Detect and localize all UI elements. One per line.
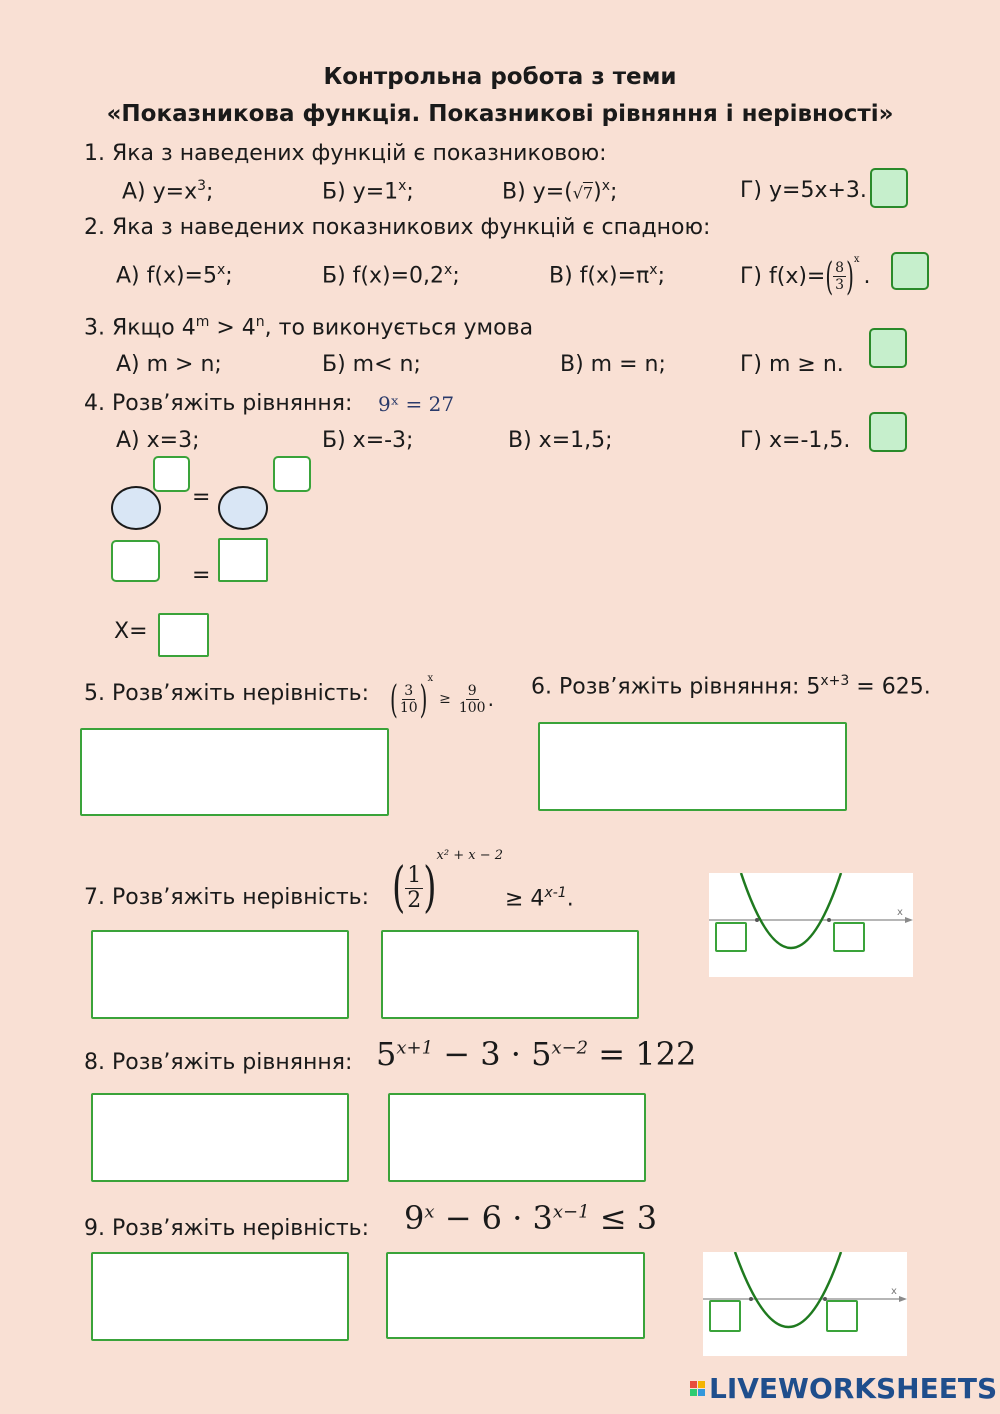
q4-equals-1: =: [192, 485, 211, 510]
q7-question: 7. Розв’яжіть нерівність:: [84, 885, 370, 910]
title-line-2: «Показникова функція. Показникові рівняння і нерівності»: [106, 101, 894, 127]
q9-inequality: $9^x - 6 \cdot 3^{x-1} \le 3$: [404, 1199, 658, 1237]
q9-answer-input-1[interactable]: [91, 1252, 349, 1341]
q2-option-c: В) $f(x)=\pi^x$;: [549, 262, 665, 289]
q9-answer-input-2[interactable]: [386, 1252, 645, 1339]
q7-rhs: ≥ $4^{x-1}$.: [505, 885, 574, 912]
q9-root-left-input[interactable]: [709, 1300, 741, 1332]
q7-root-right-input[interactable]: [833, 922, 865, 952]
q2-option-d: Г) f(x)= ( $\frac{8}{3}$ ) $^x$ .: [740, 253, 871, 299]
q4-option-a: А) x=3;: [116, 428, 200, 453]
q3-answer-box[interactable]: [869, 328, 907, 368]
q3-option-b: Б) m< n;: [322, 352, 421, 377]
q7-answer-input-2[interactable]: [381, 930, 639, 1019]
q4-x-label: X=: [114, 619, 148, 644]
q1-option-b: Б) $y=1^x$;: [322, 178, 414, 205]
q1-question: 1. Яка з наведених функцій є показниковою:: [84, 141, 607, 166]
q3-question: 3. Якщо $4^m > 4^n$, то виконується умова: [84, 314, 534, 341]
q7-root-left-input[interactable]: [715, 922, 747, 952]
q1-option-c: В) $y=(√7)^x$;: [502, 178, 618, 205]
q2-answer-box[interactable]: [891, 252, 929, 290]
q4-base-left: [111, 486, 161, 530]
q3-option-d: Г) m ≥ n.: [740, 352, 844, 377]
q4-exponent-right-input[interactable]: [273, 456, 311, 492]
q3-option-c: В) m = n;: [560, 352, 666, 377]
q4-option-d: Г) x=-1,5.: [740, 428, 851, 453]
logo-text: LIVEWORKSHEETS: [709, 1372, 998, 1405]
q3-option-a: А) m > n;: [116, 352, 222, 377]
q7-answer-input-1[interactable]: [91, 930, 349, 1019]
logo-icon: [690, 1381, 705, 1396]
q5-question: 5. Розв’яжіть нерівність:: [84, 681, 370, 706]
q9-question: 9. Розв’яжіть нерівність:: [84, 1216, 370, 1241]
svg-text:x: x: [897, 907, 903, 918]
q1-answer-box[interactable]: [870, 168, 908, 208]
q5-answer-input[interactable]: [80, 728, 389, 816]
q8-answer-input-2[interactable]: [388, 1093, 646, 1182]
q4-base-right: [218, 486, 268, 530]
q4-equals-2: =: [192, 563, 211, 588]
q4-exponent-left-input[interactable]: [153, 456, 190, 492]
q7-lhs: ( $\frac{1}{2}$ ) $^{x^2 + x - 2}$: [392, 848, 503, 920]
q9-root-right-input[interactable]: [826, 1300, 858, 1332]
q4-option-c: В) x=1,5;: [508, 428, 613, 453]
q4-x-input[interactable]: [158, 613, 209, 657]
q4-option-b: Б) x=-3;: [322, 428, 414, 453]
q2-option-b: Б) $f(x)=0,2^x$;: [322, 262, 460, 289]
q2-option-a: А) $f(x)=5^x$;: [116, 262, 233, 289]
svg-text:x: x: [891, 1286, 897, 1297]
q1-option-a: А) $y=x^3$;: [122, 178, 214, 205]
liveworksheets-logo: [690, 1372, 997, 1405]
q8-question: 8. Розв’яжіть рівняння:: [84, 1050, 353, 1075]
q8-equation: $5^{x+1} - 3 \cdot 5^{x-2} = 122$: [376, 1035, 697, 1073]
q4-answer-box[interactable]: [869, 412, 907, 452]
q6-answer-input[interactable]: [538, 722, 847, 811]
q8-answer-input-1[interactable]: [91, 1093, 349, 1182]
q4-question: 4. Розв’яжіть рівняння:: [84, 391, 353, 416]
q2-question: 2. Яка з наведених показникових функцій є спадною:: [84, 215, 711, 240]
q1-option-d: Г) y=5x+3.: [740, 178, 867, 203]
q4-lhs-input[interactable]: [111, 540, 160, 582]
title-line-1: Контрольна робота з теми: [323, 64, 677, 90]
q4-equation: 9ˣ = 27: [378, 392, 455, 416]
q6-question: 6. Розв’яжіть рівняння: $5^{x+3} = 625$.: [531, 673, 931, 700]
q4-rhs-input[interactable]: [218, 538, 268, 582]
q5-expression: ( $\frac{3}{10}$ ) $^x$ ≥ $\frac{9}{100}$ .: [390, 673, 494, 722]
